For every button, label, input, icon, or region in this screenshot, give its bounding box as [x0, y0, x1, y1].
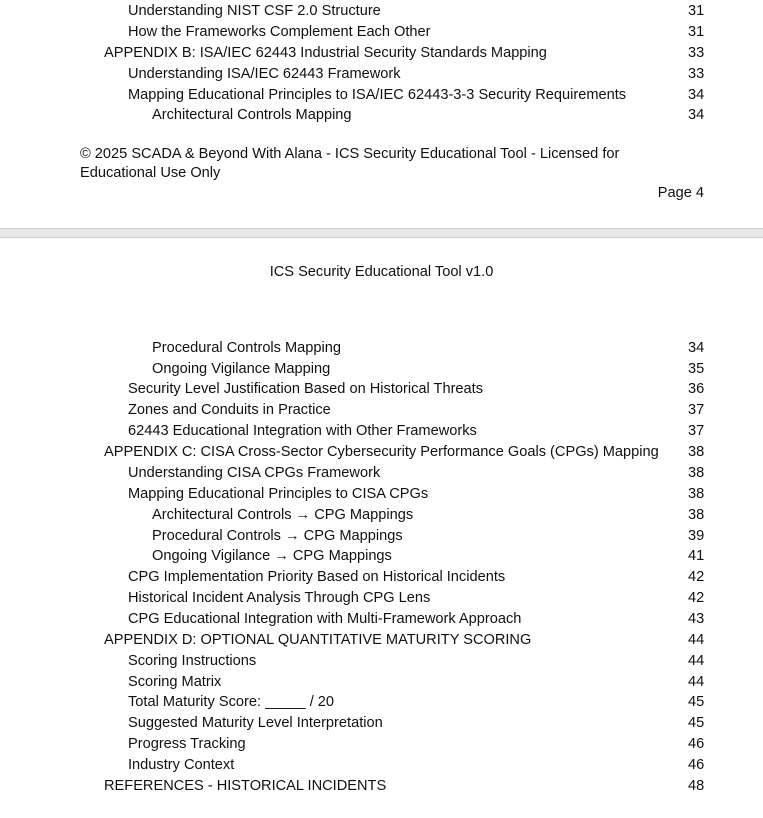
document-page-bottom	[0, 237, 763, 818]
toc-entry-title: Ongoing Vigilance Mapping	[152, 361, 331, 377]
toc-entry-title: Suggested Maturity Level Interpretation	[128, 715, 383, 731]
toc-entry-page: 41	[688, 548, 705, 564]
toc-entry-page: 33	[688, 66, 705, 82]
toc-entry-title: CPG Implementation Priority Based on Historical Incidents	[128, 569, 506, 585]
toc-entry-title: Mapping Educational Principles to ISA/IEC 62443-3-3 Security Requirements	[128, 87, 627, 103]
toc-entry[interactable]	[0, 713, 763, 733]
toc-entry-page: 34	[688, 107, 705, 123]
toc-entry[interactable]	[0, 85, 763, 105]
toc-entry-title: Understanding CISA CPGs Framework	[128, 465, 381, 481]
toc-entry-title: Security Level Justification Based on Historical Threats	[128, 381, 484, 397]
toc-entry[interactable]	[0, 609, 763, 629]
toc-entry[interactable]	[0, 588, 763, 608]
toc-entry-title: APPENDIX D: OPTIONAL QUANTITATIVE MATURITY SCORING	[104, 632, 532, 648]
toc-entry[interactable]	[0, 105, 763, 125]
toc-entry-page: 37	[688, 402, 705, 418]
toc-entry-title: Zones and Conduits in Practice	[128, 402, 331, 418]
toc-entry-title: Procedural Controls → CPG Mappings	[152, 528, 403, 544]
toc-entry[interactable]	[0, 463, 763, 483]
toc-entry-title: Industry Context	[128, 757, 235, 773]
toc-entry-page: 38	[688, 486, 705, 502]
toc-entry-page: 38	[688, 465, 705, 481]
toc-entry-page: 45	[688, 715, 705, 731]
toc-entry-page: 38	[688, 507, 705, 523]
toc-entry[interactable]	[0, 734, 763, 754]
toc-entry[interactable]	[0, 64, 763, 84]
toc-entry-page: 35	[688, 361, 705, 377]
toc-entry[interactable]	[0, 755, 763, 775]
toc-entry-title: REFERENCES - HISTORICAL INCIDENTS	[104, 778, 387, 794]
toc-entry-page: 31	[688, 24, 705, 40]
toc-entry-page: 36	[688, 381, 705, 397]
page-number: Page 4	[657, 185, 704, 201]
page-header: ICS Security Educational Tool v1.0	[269, 264, 494, 280]
toc-entry[interactable]	[0, 526, 763, 546]
toc-entry[interactable]	[0, 776, 763, 796]
toc-entry-page: 48	[688, 778, 705, 794]
toc-entry[interactable]	[0, 692, 763, 712]
toc-entry-page: 31	[688, 3, 705, 19]
toc-entry[interactable]	[0, 43, 763, 63]
toc-entry[interactable]	[0, 1, 763, 21]
toc-entry-title: APPENDIX C: CISA Cross-Sector Cybersecurity Performance Goals (CPGs) Mapping	[104, 444, 659, 460]
toc-entry-title: Mapping Educational Principles to CISA CPGs	[128, 486, 429, 502]
toc-entry[interactable]	[0, 546, 763, 566]
toc-entry-page: 33	[688, 45, 705, 61]
toc-entry-title: 62443 Educational Integration with Other Frameworks	[128, 423, 477, 439]
toc-entry-title: Scoring Matrix	[128, 674, 222, 690]
toc-entry-title: CPG Educational Integration with Multi-Framework Approach	[128, 611, 522, 627]
page-footer: © 2025 SCADA & Beyond With Alana - ICS Security Educational Tool - Licensed for Educational Use Only	[80, 146, 620, 181]
toc-entry-page: 44	[688, 653, 705, 669]
toc-entry-page: 42	[688, 569, 705, 585]
toc-entry[interactable]	[0, 484, 763, 504]
toc-entry[interactable]	[0, 505, 763, 525]
toc-entry-page: 46	[688, 757, 705, 773]
toc-entry-page: 43	[688, 611, 705, 627]
toc-entry[interactable]	[0, 379, 763, 399]
toc-entry-page: 34	[688, 87, 705, 103]
toc-entry[interactable]	[0, 400, 763, 420]
toc-entry-title: Progress Tracking	[128, 736, 246, 752]
toc-entry[interactable]	[0, 442, 763, 462]
toc-entry-title: Architectural Controls Mapping	[152, 107, 352, 123]
toc-entry-title: How the Frameworks Complement Each Other	[128, 24, 431, 40]
toc-entry-title: Total Maturity Score: _____ / 20	[128, 694, 335, 710]
toc-entry[interactable]	[0, 672, 763, 692]
toc-entry[interactable]	[0, 421, 763, 441]
toc-entry-title: Scoring Instructions	[128, 653, 257, 669]
toc-entry[interactable]	[0, 630, 763, 650]
toc-entry-title: APPENDIX B: ISA/IEC 62443 Industrial Security Standards Mapping	[104, 45, 547, 61]
toc-entry[interactable]	[0, 338, 763, 358]
toc-entry[interactable]	[0, 651, 763, 671]
toc-entry-page: 34	[688, 340, 705, 356]
toc-entry-title: Ongoing Vigilance → CPG Mappings	[152, 548, 392, 564]
toc-entry-page: 39	[688, 528, 705, 544]
toc-entry[interactable]	[0, 359, 763, 379]
toc-entry[interactable]	[0, 22, 763, 42]
document-page-top	[0, 0, 763, 229]
toc-entry-title: Understanding NIST CSF 2.0 Structure	[128, 3, 381, 19]
toc-entry-title: Historical Incident Analysis Through CPG Lens	[128, 590, 431, 606]
toc-entry-title: Architectural Controls → CPG Mappings	[152, 507, 414, 523]
toc-entry-page: 44	[688, 674, 705, 690]
toc-entry[interactable]	[0, 567, 763, 587]
toc-entry-page: 42	[688, 590, 705, 606]
toc-entry-title: Procedural Controls Mapping	[152, 340, 342, 356]
toc-entry-title: Understanding ISA/IEC 62443 Framework	[128, 66, 401, 82]
toc-entry-page: 38	[688, 444, 705, 460]
toc-entry-page: 45	[688, 694, 705, 710]
toc-entry-page: 46	[688, 736, 705, 752]
toc-entry-page: 44	[688, 632, 705, 648]
toc-entry-page: 37	[688, 423, 705, 439]
